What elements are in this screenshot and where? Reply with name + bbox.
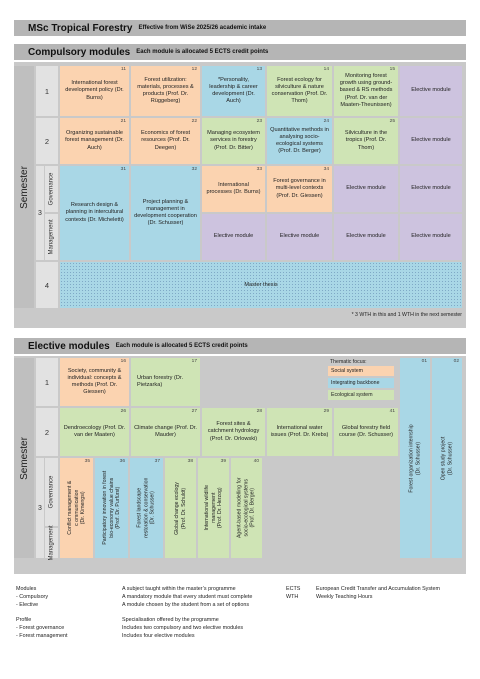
compulsory-title: Compulsory modules [28, 46, 131, 58]
module-17[interactable]: 17 Urban forestry (Dr. Pietzarka) [131, 358, 200, 406]
compulsory-row-1: 1 [36, 66, 58, 116]
glossary-wth-term: WTH [286, 594, 299, 600]
elective-slot-7[interactable]: Elective module [334, 214, 398, 260]
elective-slot-1[interactable]: Elective module [400, 66, 462, 116]
legend-backbone: Integrating backbone [328, 378, 394, 388]
module-27[interactable]: 27 Climate change (Prof. Dr. Mauder) [131, 408, 200, 456]
title-bar [14, 20, 466, 36]
module-39[interactable]: 39 International wildlife management (Prof. Dr. Herzog) [198, 458, 229, 558]
glossary-compulsory-def: A mandatory module that every student must complete [122, 594, 253, 600]
module-14[interactable]: 14 Forest ecology for silviculture & nature conservation (Prof. Dr. Thom) [267, 66, 332, 116]
electives-header [14, 338, 466, 354]
compulsory-profile-governance: Governance [45, 166, 58, 212]
module-01[interactable]: 01 Forest organization internship (Dr. Schusser) [400, 358, 430, 558]
module-31[interactable]: 31 Research design & planning in intercultural contexts (Dr. Micheletti) [60, 166, 129, 260]
electives-profile-management: Management [45, 528, 58, 558]
glossary-profile-term: Profile [16, 617, 32, 623]
elective-slot-3[interactable]: Elective module [334, 166, 398, 212]
module-38[interactable]: 38 Global change ecology (Prof. Dr. Schuldt) [165, 458, 196, 558]
module-34[interactable]: 34 Forest governance in multi-level contexts (Prof. Dr. Giessen) [267, 166, 332, 212]
glossary-forest-gov-def: Includes two compulsory and two elective modules [122, 625, 244, 631]
glossary-forest-man-term: - Forest management [16, 633, 68, 639]
module-15[interactable]: 15 Monitoring forest growth using ground-based & RS methods (Prof. Dr. van der Maaten-Theunissen) [334, 66, 398, 116]
effective-date: Effective from WiSe 2025/26 academic intake [138, 25, 267, 31]
master-thesis[interactable]: Master thesis [60, 262, 462, 308]
glossary-forest-gov-term: - Forest governance [16, 625, 65, 631]
glossary-ects-def: European Credit Transfer and Accumulation System [316, 586, 441, 592]
electives-row-3: 3 [36, 458, 44, 558]
module-02[interactable]: 02 Open study project (Dr. Schusser) [432, 358, 462, 558]
electives-title: Elective modules [28, 340, 110, 352]
module-35[interactable]: 35 Conflict management & c ommunication (Dr. Kimengsi) [60, 458, 93, 558]
compulsory-header [14, 44, 466, 60]
module-22[interactable]: 22 Economics of forest resources (Prof. Dr. Deegen) [131, 118, 200, 164]
module-37[interactable]: 37 Forest landscape restoration & conservation (Dr. Schusser) [130, 458, 163, 558]
elective-slot-5[interactable]: Elective module [202, 214, 265, 260]
glossary-forest-man-def: Includes four elective modules [122, 633, 195, 639]
electives-row-2: 2 [36, 408, 58, 456]
module-24[interactable]: 24 Quantitative methods in analysing socio-ecological systems (Prof. Dr. Berger) [267, 118, 332, 164]
module-40[interactable]: 40 Agent-based modelling for socio-ecological systems (Prof. Dr. Berger) [231, 458, 262, 558]
glossary-modules-term: Modules [16, 586, 37, 592]
page-title: MSc Tropical Forestry [28, 22, 133, 34]
legend-ecological: Ecological system [328, 390, 394, 400]
module-41[interactable]: 41 Global forestry field course (Dr. Schusser) [334, 408, 398, 456]
module-23[interactable]: 23 Managing ecosystem services in forestry (Prof. Dr. Bitter) [202, 118, 265, 164]
electives-semester-label: Semester [14, 358, 34, 558]
thematic-focus-label: Thematic focus: [330, 359, 367, 365]
glossary-wth-def: Weekly Teaching Hours [316, 594, 373, 600]
module-16[interactable]: 16 Society, community & individual: concepts & methods (Prof. Dr. Giessen) [60, 358, 129, 406]
elective-slot-2[interactable]: Elective module [400, 118, 462, 164]
compulsory-row-4: 4 [36, 262, 58, 308]
glossary-elective-def: A module chosen by the student from a set of options [122, 602, 250, 608]
elective-slot-6[interactable]: Elective module [267, 214, 332, 260]
compulsory-semester-label: Semester [14, 66, 34, 308]
module-36[interactable]: 36 Participatory innovation in forest bio-economy value chains (Prof. Dr. Purfürst) [95, 458, 128, 558]
module-33[interactable]: 33 International processes (Dr. Burns) [202, 166, 265, 212]
glossary-compulsory-term: - Compulsory [16, 594, 49, 600]
compulsory-note: Each module is allocated 5 ECTS credit points [136, 49, 269, 55]
glossary-profile-def: Specialisation offered by the programme [122, 617, 219, 623]
glossary-elective-term: - Elective [16, 602, 39, 608]
module-11[interactable]: 11 International forest development policy (Dr. Burns) [60, 66, 129, 116]
electives-profile-governance: Governance [45, 458, 58, 526]
electives-note: Each module is allocated 5 ECTS credit points [115, 343, 248, 349]
electives-row-1: 1 [36, 358, 58, 406]
compulsory-row-2: 2 [36, 118, 58, 164]
module-25[interactable]: 25 Silviculture in the tropics (Prof. Dr. Thom) [334, 118, 398, 164]
compulsory-footnote: * 3 WTH in this and 1 WTH in the next semester [351, 312, 462, 318]
glossary-modules-def: A subject taught within the master’s programme [122, 586, 236, 592]
elective-slot-4[interactable]: Elective module [400, 166, 462, 212]
module-32[interactable]: 32 Project planning & management in development cooperation (Dr. Schusser) [131, 166, 200, 260]
legend-social: Social system [328, 366, 394, 376]
glossary-ects-term: ECTS [286, 586, 301, 592]
compulsory-row-3: 3 [36, 166, 44, 260]
module-26[interactable]: 26 Dendroecology (Prof. Dr. van der Maaten) [60, 408, 129, 456]
module-13[interactable]: 13 *Personality, leadership & career development (Dr. Auch) [202, 66, 265, 116]
module-28[interactable]: 28 Forest sites & catchment hydrology (Prof. Dr. Orlowski) [202, 408, 265, 456]
module-12[interactable]: 12 Forest utilization: materials, processes & products (Prof. Dr. Rüggeberg) [131, 66, 200, 116]
compulsory-profile-management: Management [45, 214, 58, 260]
module-21[interactable]: 21 Organizing sustainable forest management (Dr. Auch) [60, 118, 129, 164]
elective-slot-8[interactable]: Elective module [400, 214, 462, 260]
module-29[interactable]: 29 International water issues (Prof. Dr. Krebs) [267, 408, 332, 456]
